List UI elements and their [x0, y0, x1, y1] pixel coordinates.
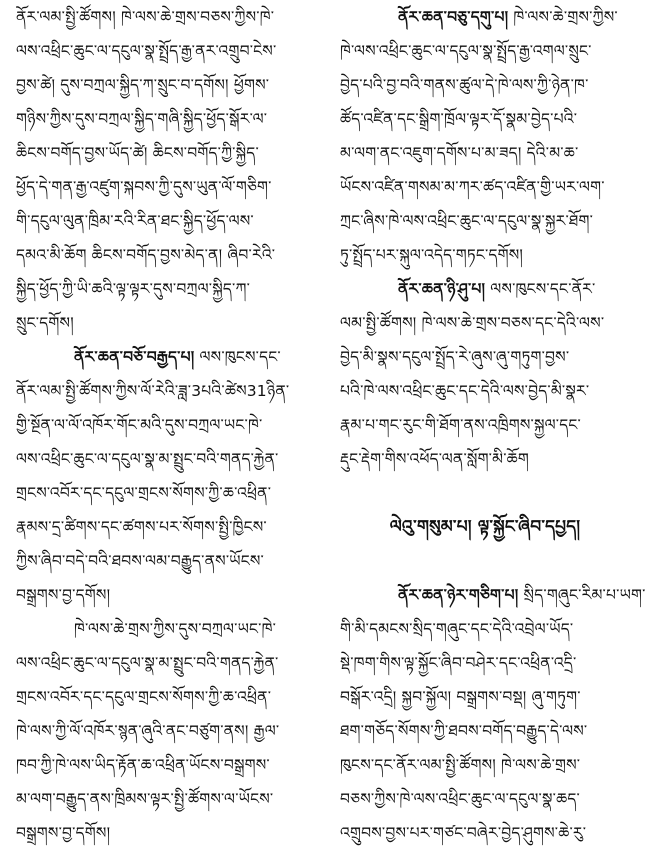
- text-line: གྱི་སྔོན་ལ་ལོ་འཁོར་གོང་མའི་དུས་བཀྲལ་ཡང་ཁེ་: [16, 416, 263, 434]
- right-column: [340, 0, 646, 850]
- text-line: ཀྱིས་ཞིབ་བདེ་བའི་ཐབས་ལམ་བརྒྱུད་ནས་ཡོངས་: [16, 552, 264, 570]
- text-line: གི་དངུལ་ལུན་ཁྲིམ་རའི་རིན་ཐང་སྐྱིད་ཕྱོད་ལས་: [16, 212, 254, 230]
- text-line: ཕྱོད་དེ་གན་རྒྱ་འཛུག་སྐབས་ཀྱི་དུས་ཡུན་ལོ་གཅིག་: [16, 178, 272, 196]
- text-span: ལས་ཁུངས་དང་: [194, 348, 281, 366]
- text-line: ཏུ་སྤྲོད་པར་སྐུལ་འདེད་གཏང་དགོས།: [340, 246, 524, 264]
- article-20: [340, 272, 630, 476]
- article-21: [340, 578, 646, 850]
- text-span: ལས་ཁུངས་དང་ནོར་: [485, 280, 596, 298]
- text-line: མ་ལག་ནང་འཇུག་དགོས་པ་མ་ཟད། དེའི་མ་ཆ་: [340, 144, 579, 162]
- text-line: བསྒྲགས་བྱ་དགོས།: [16, 586, 111, 604]
- article-19-label: ནོར་ཆན་བཅུ་དགུ་པ།: [398, 8, 509, 26]
- text-line: བྱས་ཚེ། དུས་བཀྲལ་སྐྱིད་ཀ་སྲུང་བ་དགོས། ཕྱོགས་: [16, 76, 270, 94]
- text-line: ཁེ་ལས་འཕྲིང་ཆུང་ལ་དངུལ་སྣ་སྤྲོད་རྒྱ་འགལ་སྲུང་: [340, 42, 592, 60]
- article-18-paragraph-2: [16, 612, 320, 850]
- text-line: ནོར་ལམ་སྤྱི་ཚོགས། ཁེ་ལས་ཆེ་གྲས་བཅས་ཀྱིས་ཁེ་: [16, 8, 275, 26]
- text-span: ཁེ་ལས་ཆེ་གྲས་ཀྱིས་: [508, 8, 618, 26]
- text-line: སྲུང་དགོས།: [16, 314, 74, 332]
- text-line: བསྒོར་འདྲི། སྐྱབ་སྐྱོལ། བསྒྲགས་བསྡ། ཞུ་གཏུག་: [340, 688, 581, 706]
- text-line: འགྲུབས་བྱས་པར་གཙང་བཞེར་བྱེད་ཤུགས་ཆེ་རུ་: [340, 824, 587, 842]
- text-line: གཉིས་ཀྱིས་དུས་བཀྲལ་སྐྱིད་གཞི་སྐྱིད་ཕྱོད་སྒོར་ལ་: [16, 110, 268, 128]
- text-line: ཁེ་ལས་ཀྱི་ལོ་འཁོར་སྙན་ཞུའི་ནང་བཙུག་ནས། རྒྱལ་: [16, 722, 280, 740]
- text-line: སྡེ་ཁག་གིས་ལྟ་སྐྱོང་ཞིབ་བཤེར་དང་འཕྲིན་འདྲི་: [340, 654, 577, 672]
- text-line: ཁབ་ཀྱི་ཁེ་ལས་ཡིད་རྟོན་ཆ་འཕྲིན་ཡོངས་བསྒྲགས་: [16, 756, 270, 774]
- text-line: མ་ལག་བརྒྱུད་ནས་ཁྲིམས་ལྟར་སྤྱི་ཚོགས་ལ་ཡོངས་: [16, 790, 274, 808]
- text-line: ཐག་གཅོད་སོགས་ཀྱི་ཐབས་བགོད་བརྒྱུད་དེ་ལས་: [340, 722, 588, 740]
- text-line: ནོར་ལམ་སྤྱི་ཚོགས་ཀྱིས་ལོ་རེའི་ཟླ་3པའི་ཚེས31ཉིན་: [16, 382, 290, 400]
- text-line: ཡོངས་འཛིན་གསམ་མ་ཀར་ཚད་འཛིན་གྱི་ཡར་ལག་: [340, 178, 605, 196]
- article-20-label: ནོར་ཆན་ཉི་ཤུ་པ།: [398, 280, 486, 298]
- article-heading-line: [16, 340, 320, 374]
- text-line: རྡུང་རྡེག་གིས་འཕོད་ལན་སློག་མི་ཆོག: [340, 450, 530, 468]
- text-line: རྣམས་དྲ་ཚིགས་དང་ཚགས་པར་སོགས་སྤྱི་ཁྱིངས་: [16, 518, 267, 536]
- article-heading-line: [340, 578, 646, 612]
- article-17-continued: [16, 0, 320, 340]
- text-line: པའི་ཁེ་ལས་འཕྲིང་ཆུང་དང་དེའི་ལས་བྱེད་མི་སྣར་: [340, 382, 590, 400]
- text-line: གྲངས་འབོར་དང་དངུལ་གྲངས་སོགས་ཀྱི་ཆ་འཕྲིན་: [16, 484, 272, 502]
- left-column: [16, 0, 320, 850]
- text-line: ཆིངས་བགོད་བྱས་ཡོད་ཚེ། ཆིངས་བགོད་ཀྱི་སྐྱིད་: [16, 144, 259, 162]
- text-line: ལམ་སྤྱི་ཚོགས། ཁེ་ལས་ཆེ་གྲས་བཅས་དང་དེའི་ལས་: [340, 314, 605, 332]
- section-spacer: [340, 544, 630, 578]
- text-line: བཅས་ཀྱིས་ཁེ་ལས་འཕྲིང་ཆུང་ལ་དངུལ་སྣ་ཆད་: [340, 790, 580, 808]
- text-line: ལས་འཕྲིང་ཆུང་ལ་དངུལ་སྣ་མ་སྤྲུང་བའི་གནད་རྐྱེན་: [16, 450, 279, 468]
- text-line: སྐྱིད་ཕྱོད་ཀྱི་ཡི་ཆའི་ལྟ་ལྟར་དུས་བཀྲལ་སྐྱིད་ཀ་: [16, 280, 251, 298]
- text-line: ཁེ་ལས་ཆེ་གྲས་ཀྱིས་དུས་བཀྲལ་ཡང་ཁེ་: [74, 620, 277, 638]
- text-line: བྱེད་མི་སྣས་དངུལ་སྤྲོད་རེ་ཞུས་ཞུ་གཏུག་བྱས་: [340, 348, 570, 366]
- article-19: [340, 0, 630, 272]
- article-21-label: ནོར་ཆན་ཉེར་གཅིག་པ།: [398, 586, 519, 604]
- text-line: བྱེད་པའི་བྱ་བའི་གནས་ཚུལ་དེ་ཁེ་ལས་ཀྱི་ཉེན་ཁ་: [340, 76, 589, 94]
- section-spacer: [340, 476, 630, 510]
- text-line: ཚོད་འཛིན་དང་སྒྲིག་ཁྲོལ་ལྟར་དོ་སྣམ་བྱེད་པའི་: [340, 110, 578, 128]
- text-line: གྲངས་འབོར་དང་དངུལ་གྲངས་སོགས་ཀྱི་ཆ་འཕྲིན་: [16, 688, 272, 706]
- article-18-label: ནོར་ཆན་བཅོ་བརྒྱད་པ།: [74, 348, 195, 366]
- article-18: [16, 340, 320, 612]
- text-line: ལས་འཕྲིང་ཆུང་ལ་དངུལ་སྣ་སྤྲོད་རྒྱ་ནར་འགྲུབ་ངེས་: [16, 42, 277, 60]
- text-span: སྲིད་གཞུང་རིམ་པ་ཡག་: [518, 586, 646, 604]
- text-line: ལས་འཕྲིང་ཆུང་ལ་དངུལ་སྣ་མ་སྤྲུང་བའི་གནད་རྐྱེན་: [16, 654, 279, 672]
- text-line: གི་མི་དམངས་སྲིད་གཞུང་དང་དེའི་འབྲེལ་ཡོད་: [340, 620, 574, 638]
- text-line: རྣམ་པ་གང་རུང་གི་ཐོག་ནས་འཁྲིགས་སྐྱལ་དང་: [340, 416, 581, 434]
- chapter-heading: ལེའུ་གསུམ་པ། ལྟ་སྐྱོང་ཞིབ་དཔྱད།: [389, 517, 581, 537]
- text-line: དམའ་མི་ཆོག ཆིངས་བགོད་བྱས་མེད་ན། ཞིབ་རེའི་: [16, 246, 276, 264]
- article-heading-line: [340, 272, 630, 306]
- article-heading-line: [340, 0, 630, 34]
- text-line: བསྒྲགས་བྱ་དགོས།: [16, 824, 111, 842]
- text-line: ཁུངས་དང་ནོར་ལམ་སྤྱི་ཚོགས། ཁེ་ལས་ཆེ་གྲས་: [340, 756, 581, 774]
- text-line: ཀྲང་ཞིས་ཁེ་ལས་འཕྲིང་ཆུང་ལ་དངུལ་སྣ་སྐྱར་ཐོག་: [340, 212, 594, 230]
